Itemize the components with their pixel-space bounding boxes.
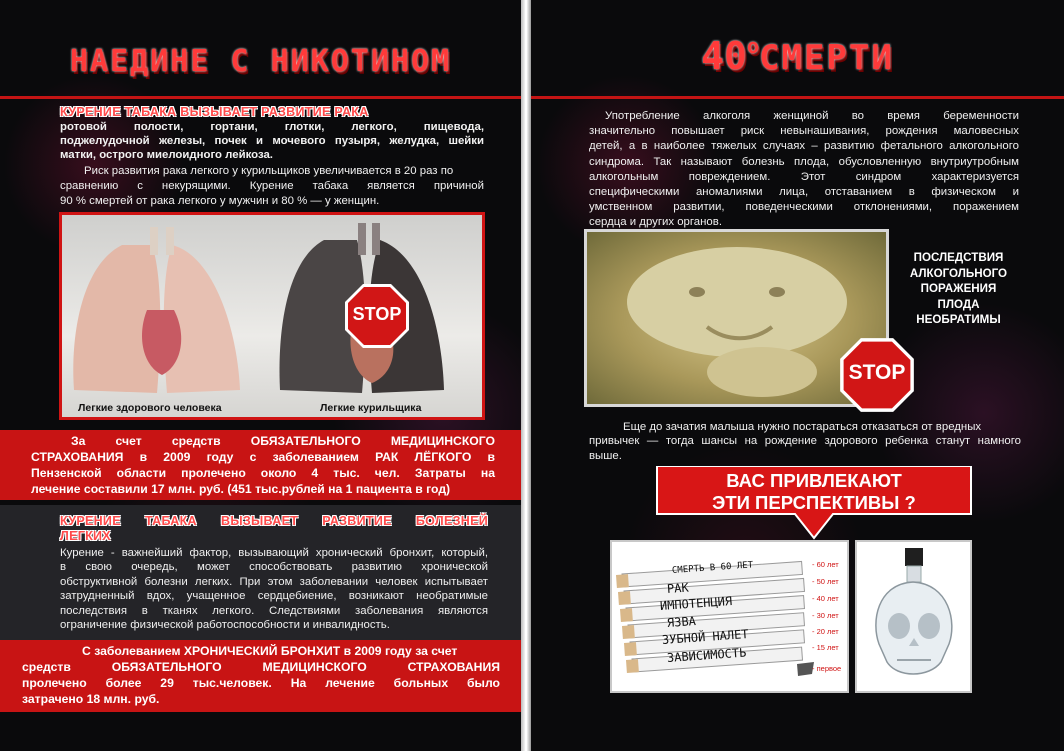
skull-bottle-image [855, 540, 972, 693]
title-word: СМЕРТИ [758, 38, 894, 78]
section2-para-line: последствия в тканях легкого. Следствиями заболевания являются [60, 604, 488, 617]
prevention-para-line: Еще до зачатия малыша нужно постараться отказаться от вредных [623, 421, 982, 433]
banner1-line: За счет средств ОБЯЗАТЕЛЬНОГО МЕДИЦИНСКОГО [71, 434, 495, 448]
right-page-title [531, 34, 1064, 78]
consequences-line: ПОРАЖЕНИЯ [920, 282, 997, 295]
gutter-shadow-left [521, 0, 525, 751]
alcohol-paragraph [589, 109, 1019, 231]
stop-sign-icon-right [839, 337, 915, 413]
cigarette-label: ЗУБНОЙ НАЛЕТ [661, 626, 749, 647]
cigarette-label: РАК [666, 580, 690, 596]
section2-heading-line: ЛЕГКИХ [60, 529, 111, 543]
banner2-line: затрачено 18 млн. руб. [22, 692, 160, 706]
alcohol-para-line: специфическими аномалиями лица, отставанием в физическом и [589, 186, 1019, 199]
title-degree: о [746, 34, 759, 58]
cigarettes-panel [610, 540, 849, 693]
age-label: - первое [812, 664, 842, 673]
right-page [531, 0, 1064, 751]
lungs-illustration [62, 215, 482, 417]
lungs-photo [59, 212, 485, 420]
bronchitis-cost-banner [0, 640, 521, 712]
section2-para-line: ограничение физической работоспособности и инвалидность. [60, 619, 390, 632]
alcohol-para-line: Употребление алкоголя женщиной во время беременности [605, 110, 1019, 122]
age-label: - 15 лет [812, 643, 839, 652]
alcohol-para-line: алкогольным повреждением. Этот синдром характеризуется [589, 170, 1019, 183]
section1-para-line: Риск развития рака легкого у курильщиков увеличивается в 20 раз по [84, 165, 454, 177]
cigarette-label: ЗАВИСИМОСТЬ [666, 645, 747, 665]
section1-list-line: ротовой полости, гортани, глотки, легкого, пищевода, [60, 121, 484, 133]
age-label: - 20 лет [812, 627, 839, 636]
consequences-note [896, 250, 1021, 328]
prevention-paragraph [589, 420, 1021, 463]
banner1-line: Пензенской области пролечено около 4 тыс. чел. Затраты на [31, 466, 495, 480]
section1-heading: КУРЕНИЕ ТАБАКА ВЫЗЫВАЕТ РАЗВИТИЕ РАКА [60, 105, 369, 119]
section2-heading [60, 514, 488, 544]
skull-bottle-icon [857, 542, 970, 691]
prevention-para-line: выше. [589, 449, 622, 462]
caption-healthy-lungs: Легкие здорового человека [78, 402, 222, 414]
section2-para-line: затрудненный вдох, учащенное сердцебиение, возникают необратимые [60, 590, 488, 603]
banner1-line: лечение составили 17 млн. руб. (451 тыс.рублей на 1 пациента в год) [31, 482, 451, 496]
banner2-line: С заболеванием ХРОНИЧЕСКИЙ БРОНХИТ в 2009 году за счет [82, 644, 458, 658]
title-underline [0, 96, 521, 99]
banner1-line: СТРАХОВАНИЯ в 2009 году с заболеванием РАК ЛЁГКОГО в [31, 450, 495, 464]
cancer-cost-text [31, 433, 495, 497]
banner2-line: средств ОБЯЗАТЕЛЬНОГО МЕДИЦИНСКОГО СТРАХОВАНИЯ [22, 660, 500, 674]
arrow-banner-line: ЭТИ ПЕРСПЕКТИВЫ ? [712, 492, 916, 513]
cigarette-label: СМЕРТЬ В 60 ЛЕТ [671, 560, 754, 576]
caption-smoker-lungs: Легкие курильщика [320, 402, 422, 414]
section1-list-line: матки, острого миелоидного лейкоза. [60, 149, 273, 161]
section2-heading-line: КУРЕНИЕ ТАБАКА ВЫЗЫВАЕТ РАЗВИТИЕ БОЛЕЗНЕЙ [60, 514, 488, 528]
section2-para-line: в свою очередь, может способствовать развитию хронической [60, 561, 488, 574]
title-number: 40 [701, 34, 747, 78]
section1-paragraph [60, 164, 484, 209]
stop-sign-label: STOP [352, 304, 402, 324]
age-label: - 30 лет [812, 611, 839, 620]
right-title-underline [531, 96, 1064, 99]
consequences-line: АЛКОГОЛЬНОГО [909, 266, 1008, 280]
consequences-line: ПОСЛЕДСТВИЯ [913, 251, 1004, 264]
prevention-para-line: привычек — тогда шансы на рождение здорового ребенка станут намного [589, 435, 1021, 448]
alcohol-para-line: умственном развитии, поведенческими отклонениями, поражением [589, 201, 1019, 214]
section1-list [60, 120, 484, 162]
alcohol-para-line: синдрома. Так называют болезнь плода, обусловленную внутриутробным [589, 155, 1019, 168]
arrow-banner-text [657, 470, 971, 514]
banner2-line: пролечено более 29 тыс.человек. На лечение больных было [22, 676, 500, 690]
arrow-banner-line: ВАС ПРИВЛЕКАЮТ [726, 470, 902, 491]
section1-para-line: сравнению с некурящими. Курение табака является причиной [60, 180, 484, 192]
stop-sign-icon [344, 283, 410, 349]
section1-para-line: 90 % смертей от рака легкого у мужчин и 80 % — у женщин. [60, 195, 380, 207]
left-page [0, 0, 521, 751]
alcohol-para-line: значительно повышает риск невынашивания, рождения маловесных [589, 125, 1019, 138]
section2-paragraph [60, 546, 488, 632]
left-page-title: НАЕДИНЕ С НИКОТИНОМ [69, 44, 452, 79]
section2-para-line: обструктивной болезни легких. При этом заболевании человек испытывает [60, 575, 488, 588]
section1-list-line: поджелудочной железы, почек и мочевого пузыря, желудка, шейки [60, 135, 484, 147]
section2-para-line: Курение - важнейший фактор, вызывающий хронический бронхит, который, [60, 547, 488, 559]
age-label: - 40 лет [812, 594, 839, 603]
consequences-line: ПЛОДА [937, 297, 980, 311]
cigarette-label: ЯЗВА [666, 614, 697, 630]
alcohol-para-line: детей, а в наиболее тяжелых случаях – развитию фетального алкогольного [589, 140, 1019, 153]
age-label: - 50 лет [812, 577, 839, 586]
cigarette-label: ИМПОТЕНЦИЯ [659, 593, 733, 613]
bronchitis-cost-text [22, 643, 500, 707]
age-label: - 60 лет [812, 560, 839, 569]
alcohol-para-line: сердца и других органов. [589, 216, 722, 229]
consequences-line: НЕОБРАТИМЫ [916, 313, 1001, 326]
cancer-cost-banner [0, 430, 521, 500]
stop-sign-label-right: STOP [848, 361, 906, 384]
